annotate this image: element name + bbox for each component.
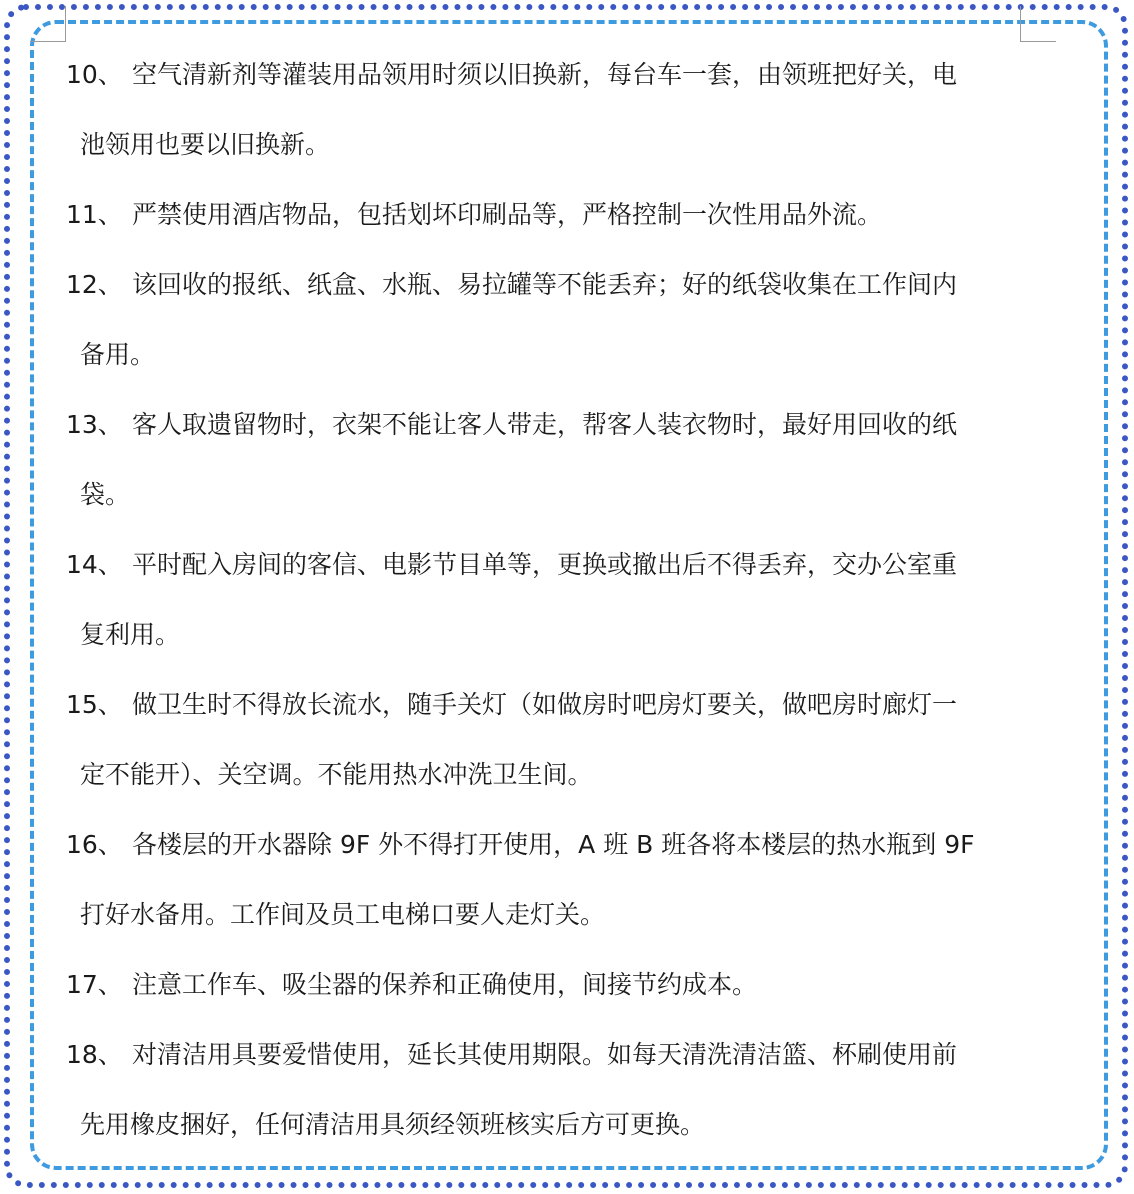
rule-text-continued: 定不能开）、关空调。不能用热水冲洗卫生间。	[80, 760, 593, 789]
rule-text-continued: 袋。	[80, 480, 131, 509]
rule-number: 12、	[66, 270, 123, 299]
rule-number: 11、	[66, 200, 123, 229]
rule-number: 13、	[66, 410, 123, 439]
rule-text: 空气清新剂等灌装用品领用时须以旧换新，每台车一套，由领班把好关，电	[132, 60, 958, 89]
rule-number: 17、	[66, 970, 123, 999]
rule-text-continued: 复利用。	[80, 620, 181, 649]
rule-text: 做卫生时不得放长流水，随手关灯（如做房时吧房灯要关，做吧房时廊灯一	[132, 690, 958, 719]
rule-text-continued: 备用。	[80, 340, 156, 369]
rule-item-13	[66, 390, 1026, 530]
rule-item-17	[66, 950, 1026, 1020]
rule-text: 注意工作车、吸尘器的保养和正确使用，间接节约成本。	[132, 970, 758, 999]
rule-number: 14、	[66, 550, 123, 579]
rule-text: 严禁使用酒店物品，包括划坏印刷品等，严格控制一次性用品外流。	[132, 200, 883, 229]
rule-item-15	[66, 670, 1026, 810]
rule-number: 18、	[66, 1040, 123, 1069]
rule-text: 平时配入房间的客信、电影节目单等，更换或撤出后不得丢弃，交办公室重	[132, 550, 958, 579]
rule-item-12	[66, 250, 1026, 390]
rule-text: 各楼层的开水器除 9F 外不得打开使用，A 班 B 班各将本楼层的热水瓶到 9F	[132, 830, 975, 859]
corner-mark-top-right	[1020, 6, 1056, 42]
rule-text-continued: 先用橡皮捆好，任何清洁用具须经领班核实后方可更换。	[80, 1110, 706, 1139]
rule-text-continued: 打好水备用。工作间及员工电梯口要人走灯关。	[80, 900, 606, 929]
rule-item-16	[66, 810, 1026, 950]
rule-number: 10、	[66, 60, 123, 89]
rule-item-11	[66, 180, 1026, 250]
rule-text-continued: 池领用也要以旧换新。	[80, 130, 331, 159]
corner-mark-top-left	[30, 6, 66, 42]
rule-item-14	[66, 530, 1026, 670]
rule-number: 15、	[66, 690, 123, 719]
rule-text: 该回收的报纸、纸盒、水瓶、易拉罐等不能丢弃；好的纸袋收集在工作间内	[132, 270, 958, 299]
rule-number: 16、	[66, 830, 123, 859]
rule-text: 客人取遗留物时，衣架不能让客人带走，帮客人装衣物时，最好用回收的纸	[132, 410, 958, 439]
rule-item-10	[66, 40, 1026, 180]
rule-text: 对清洁用具要爱惜使用，延长其使用期限。如每天清洗清洁篮、杯刷使用前	[132, 1040, 958, 1069]
rule-item-18	[66, 1020, 1026, 1160]
rule-list	[66, 40, 1026, 1160]
